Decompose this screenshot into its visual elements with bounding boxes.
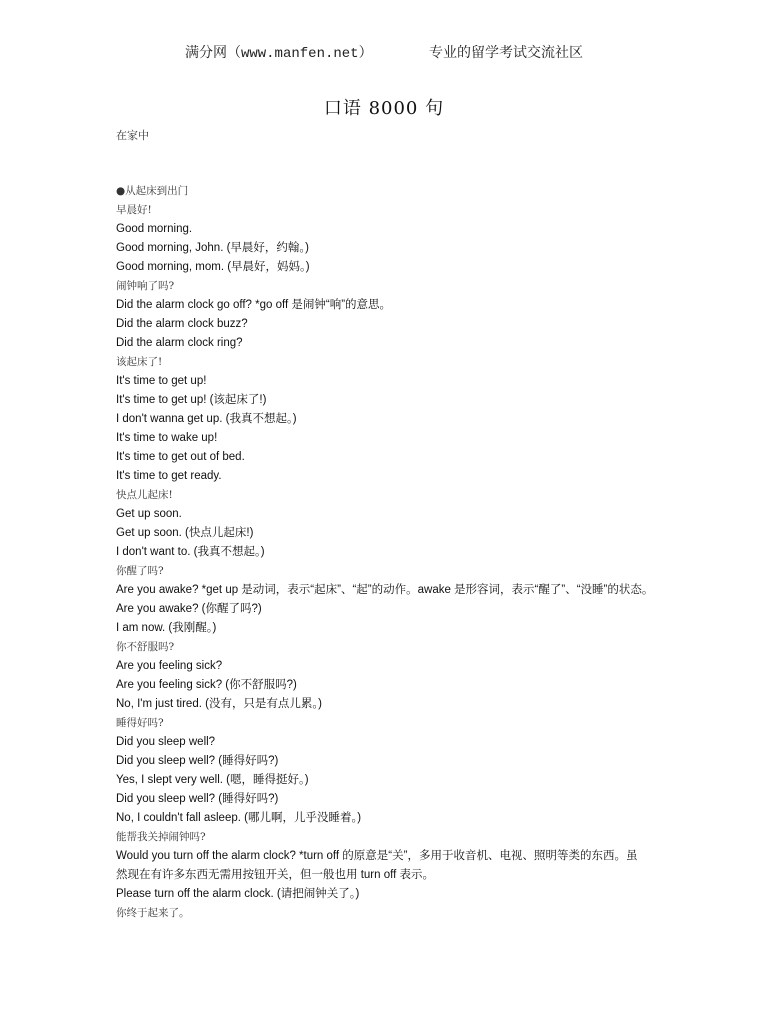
text-line: Did you sleep well? xyxy=(116,736,216,748)
site-close: ） xyxy=(358,45,373,61)
text-line: Are you awake? (你醒了吗?) xyxy=(116,603,262,615)
text-line: I don't want to. (我真不想起。) xyxy=(116,546,265,558)
text-line: I am now. (我刚醒。) xyxy=(116,622,217,634)
site-url: www.manfen.net xyxy=(240,46,359,62)
text-line: It's time to get ready. xyxy=(116,470,222,482)
text-line: It's time to get up! xyxy=(116,375,207,387)
text-line: Good morning, John. (早晨好，约翰。) xyxy=(116,242,310,254)
chinese-heading-line: 该起床了! xyxy=(116,356,163,368)
chinese-heading-line: 你醒了吗? xyxy=(116,565,164,577)
page-header xyxy=(0,42,768,62)
chinese-heading-line: 闹钟响了吗? xyxy=(116,280,175,292)
text-line: 然现在有许多东西无需用按钮开关，但一般也用 turn off 表示。 xyxy=(116,869,434,881)
chinese-heading-line: 能帮我关掉闹钟吗? xyxy=(116,831,206,843)
text-line: Are you feeling sick? xyxy=(116,660,223,672)
section-heading: 在家中 xyxy=(116,129,149,142)
text-line: Did the alarm clock go off? *go off 是闹钟“响”的意思。 xyxy=(116,299,392,311)
site-slogan: 专业的留学考试交流社区 xyxy=(429,45,584,61)
text-line: Did you sleep well? (睡得好吗?) xyxy=(116,755,279,767)
chinese-heading-line: 睡得好吗? xyxy=(116,717,164,729)
text-line: Good morning, mom. (早晨好，妈妈。) xyxy=(116,261,310,273)
document-title: 口语 8000 句 xyxy=(323,98,445,119)
text-line: Good morning. xyxy=(116,223,193,235)
site-label: 满分网（ xyxy=(184,45,241,61)
chinese-heading-line: 你终于起来了。 xyxy=(116,907,190,919)
text-line: Get up soon. xyxy=(116,508,182,520)
text-line: It's time to get out of bed. xyxy=(116,451,245,463)
text-line: Would you turn off the alarm clock? *turn off 的原意是“关”，多用于收音机、电视、照明等类的东西。虽 xyxy=(116,850,638,862)
document-body xyxy=(116,182,661,923)
text-line: It's time to get up! (该起床了!) xyxy=(116,394,267,406)
chinese-heading-line: 你不舒服吗? xyxy=(116,641,175,653)
text-line: No, I couldn't fall asleep. (哪儿啊，儿乎没睡着。) xyxy=(116,812,362,824)
text-line: Please turn off the alarm clock. (请把闹钟关了。) xyxy=(116,888,360,900)
text-line: Are you awake? *get up 是动词，表示“起床”、“起”的动作。awake 是形容词，表示“醒了”、“没睡”的状态。 xyxy=(116,584,654,596)
text-line: Did the alarm clock buzz? xyxy=(116,318,248,330)
text-line: It's time to wake up! xyxy=(116,432,218,444)
text-line: No, I'm just tired. (没有，只是有点儿累。) xyxy=(116,698,323,710)
text-line: Yes, I slept very well. (嗯，睡得挺好。) xyxy=(116,774,309,786)
site-name xyxy=(185,45,373,61)
text-line: Get up soon. (快点儿起床!) xyxy=(116,527,254,539)
chinese-heading-line: 快点儿起床! xyxy=(116,489,173,501)
text-line: Did you sleep well? (睡得好吗?) xyxy=(116,793,279,805)
text-line: I don't wanna get up. (我真不想起。) xyxy=(116,413,297,425)
chinese-heading-line: ●从起床到出门 xyxy=(116,185,189,197)
chinese-heading-line: 早晨好! xyxy=(116,204,152,216)
text-line: Did the alarm clock ring? xyxy=(116,337,243,349)
text-line: Are you feeling sick? (你不舒服吗?) xyxy=(116,679,297,691)
